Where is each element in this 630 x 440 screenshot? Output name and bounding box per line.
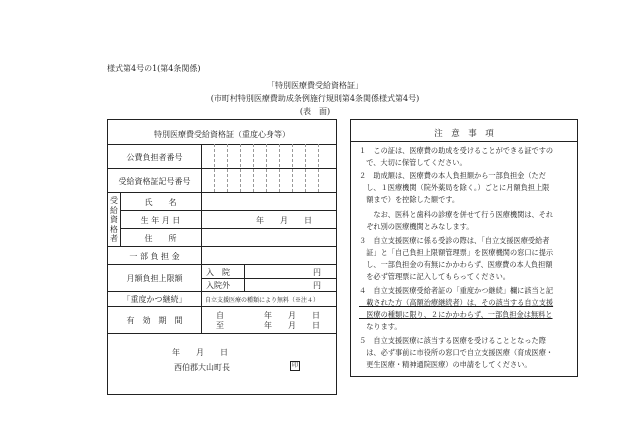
address-label: 住 所 [144, 234, 177, 243]
severe-continuing-value: 自立支援医療の種類により無料（※注４） [205, 297, 320, 304]
validity-label: 有 効 期 間 [126, 316, 183, 325]
recipient-number-label: 受給資格証記号番号 [118, 177, 191, 186]
notes-title: 注 意 事 項 [434, 129, 494, 139]
outpatient-label: 入院外 [206, 281, 230, 290]
certificate-form [107, 119, 337, 395]
note-line-underlined: 載された方（高額治療継続者）は、その該当する自立支援 [359, 298, 554, 307]
yen-unit-outpatient: 円 [313, 281, 321, 290]
note-line: 更生医療・精神通院医療）の申請をしてください。 [359, 360, 532, 369]
recipient-group-label: 受給資格者 [110, 196, 118, 243]
note-line: ２ 助成額は、医療費の本人負担額から一部負担金（ただ [359, 171, 546, 180]
payer-number-label: 公費負担者番号 [126, 153, 183, 162]
issuer-name: 西伯郡大山町長 [174, 363, 230, 372]
document-subtitle: (市町村特別医療費助成条例施行規則第4条関係様式第4号) [210, 94, 420, 103]
note-line: ３ 自立支援医療に係る受診の際は、「自立支援医療受給者 [359, 236, 550, 245]
validity-to-date: 年 月 日 [264, 321, 320, 330]
note-line: は、必ず事前に市役所の窓口で自立支援医療（育成医療・ [359, 348, 554, 357]
notes-panel [350, 119, 578, 377]
note-line: なお、医科と歯科の診療を併せて行う医療機関は、それ [359, 210, 554, 219]
note-line: ５ 自立支援医療に該当する医療を受けることとなった際 [359, 336, 546, 345]
note-line: なります。 [359, 322, 402, 331]
note-line: ４ 自立支援医療受給者証の「重度かつ継続」欄に該当と記 [359, 286, 554, 295]
validity-from-label: 自 [216, 311, 224, 320]
yen-unit-inpatient: 円 [313, 268, 321, 277]
validity-to-label: 至 [216, 321, 224, 330]
form-number: 様式第4号の1(第4条関係) [107, 64, 201, 73]
form-title: 特別医療費受給資格証（重度心身等） [154, 130, 290, 139]
note-line-underlined: 医療の種類に限り、２にかかわらず、一部負担金は無料と [359, 310, 553, 319]
monthly-limit-label: 月額負担上限額 [126, 274, 183, 283]
note-line: を必ず管理票に記入してもらってください。 [359, 272, 510, 281]
note-line: で、大切に保管してください。 [359, 158, 467, 167]
note-line: ぞれ別の医療機関とみなします。 [359, 222, 474, 231]
seal-stamp: 印 [291, 362, 298, 369]
name-label: 氏 名 [144, 198, 177, 207]
side-label: (表 面) [299, 107, 331, 116]
birth-date-value: 年 月 日 [256, 216, 312, 225]
inpatient-label: 入 院 [206, 268, 230, 277]
issue-date: 年 月 日 [172, 348, 228, 357]
severe-continuing-label: 「重度かつ継続」 [122, 295, 187, 304]
note-line: １ この証は、医療費の助成を受けることができる証ですの [359, 146, 554, 155]
note-line: し、一部負担金の有無にかかわらず、医療費の本人負担額 [359, 260, 553, 269]
document-title: 「特別医療費受給資格証」 [267, 81, 363, 90]
birth-date-label: 生 年 月 日 [140, 216, 181, 225]
validity-from-date: 年 月 日 [264, 311, 320, 320]
note-line: 額まで）を控除した額です。 [359, 195, 460, 204]
note-line: 証」と「自己負担上限額管理票」を医療機関の窓口に提示 [359, 248, 554, 257]
copay-label: 一 部 負 担 金 [129, 252, 180, 261]
note-line: し、１医療機関（院外薬局を除く。）ごとに月額負担上限 [359, 183, 550, 192]
